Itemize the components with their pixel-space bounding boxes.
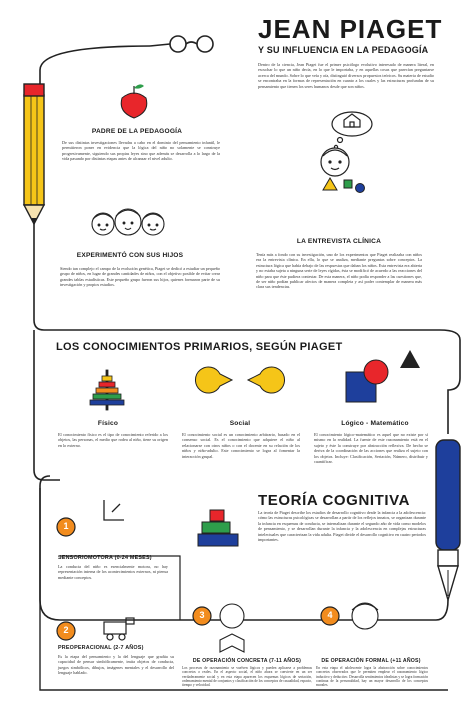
entrevista-paragraph: Tenía más a fondo con su investigación, uno de los experimentos que Piaget realizaba con niños era la entrevista clínica. En ella, lo que se analiza, mediante preguntas sobre conceptos. La estructura lógica que había debajo de las respuestas que daban los niños. Esta entrevista era abierta y no estaba sujeta a ninguna serie de leyes rígidas, ésta se modificó de acuerdo a las reacciones del niño para que éste pudiera contestar. De esta manera, el niño podía responder a las cuestiones que, de ser niño podían publicar afectos de manera completa y así poder contemplar de manera más clara sus tendencias.	[256, 252, 422, 290]
three-children-icon	[92, 209, 164, 235]
teoria-heading: TEORÍA COGNITIVA	[258, 492, 411, 509]
reading-child-icon	[220, 604, 244, 652]
page-title: JEAN PIAGET	[258, 14, 443, 44]
logico-paragraph: El conocimiento lógico-matemático es aquel que no existe por sí mismo en la realidad. La fuente de este razonamiento está en el sujeto y éste la construye por abstracción reflexiva. De hecho se deriva de la coordinación de las acciones que realiza el sujeto con los objetos. Incluye: Clasificación, Seriación, Número, distribuir y cuantificar.	[314, 432, 428, 465]
pencil-icon	[24, 84, 44, 224]
conocimientos-heading: LOS CONOCIMIENTOS PRIMARIOS, SEGÚN PIAGET	[56, 341, 343, 353]
stage-4-paragraph: En esta etapa el adolescente logra la abstracción sobre conocimientos concretos observados que le permiten emplear el razonamiento lógico inductivo y deductivo. Desarrolla sentimientos idealistas y se logra formación continua de la personalidad, hay un mayor desarrollo de los conceptos morales.	[316, 666, 428, 688]
fountain-pen-icon	[436, 440, 460, 600]
teoria-paragraph: La teoría de Piaget describe los estadios de desarrollo cognitivo desde la infancia a la adolescencia: cómo las estructuras psicológicas se desarrollan a partir de los reflejos innatos, se organizan durante la infancia en esquemas de conducta, se internalizan durante el segundo año de vida como modelos de pensamiento, y se desarrollan durante la infancia y la adolescencia en complejas estructuras intelectuales que caracterizan la vida adulta. Piaget divide el desarrollo cognitivo en cuatro periodos importantes.	[258, 510, 426, 543]
thinking-child-icon	[321, 112, 372, 176]
stage-2-paragraph: Es la etapa del pensamiento y la del lenguaje que gradúa su capacidad de pensar simbólicamente, imita objetos de conducta, juegos simbólicos, dibujos, imágenes mentales y el desarrollo del lenguaje hablado.	[58, 654, 174, 676]
apple-icon	[121, 84, 147, 118]
logico-label: Lógico - Matemático	[341, 420, 409, 427]
square-shape-icon	[344, 180, 352, 188]
stage-2-label: PREOPERACIONAL (2-7 AÑOS)	[58, 645, 144, 651]
stage-2-number: 2	[63, 625, 69, 635]
stage-1-number: 1	[63, 521, 69, 531]
fisico-paragraph: El conocimiento físico es el tipo de conocimiento referido a los objetos, las personas, el medio que rodea al niño, tiene su origen en lo externo.	[58, 432, 168, 448]
experimento-heading: EXPERIMENTÓ CON SUS HIJOS	[76, 252, 184, 259]
toy-train-icon	[104, 618, 134, 640]
red-circle-icon	[364, 360, 388, 384]
stage-3-number: 3	[199, 610, 205, 620]
stage-3-paragraph: Los procesos de razonamiento se vuelven lógicos y pueden aplicarse a problemas concretos o reales. En el aspecto social, el niño ahora se convierte en un ser verdaderamente social y en esta etapa aparecen los esquemas lógicos de seriación, ordenamiento mental de conjuntos y clasificación de los conceptos de casualidad, espacio, tiempo y velocidad.	[182, 666, 312, 688]
intro-paragraph: Dentro de la ciencia, Jean Piaget fue el primer psicólogo evolutivo interesado de manera literal, en escuchar lo que un niño decía, en lo que le importaba, y en aquellas cosas que parecían preguntarse acerca del mundo. Sobre lo que veía y oía, distinguió diversos propuestos teóricos. Su materia de estudio se encontraba en la formas de representación en cuanto a los cuales y las estructuras profundas de su pensamiento que tienen los seres humanos desde que son niños.	[258, 62, 434, 89]
stage-1-label: SENSORIOMOTORA (0-24 MESES)	[58, 555, 152, 561]
baby-hand-icon	[104, 500, 124, 520]
stage-1-paragraph: La conducta del niño es esencialmente motora, no hay representación interna de los acontecimientos externos, ni piensa mediante conceptos.	[58, 564, 168, 580]
experimento-paragraph: Siendo tan complejo el campo de la evolución genética, Piaget se dedicó a estudiar un pequeño grupo de niños, en lugar de grandes cantidades de niños, con el objetivo posible de evitar crear grandes tablas estadísticas. Este pequeño grupo fueron sus hijos, quienes formaron parte de su investigación y propios estudios.	[60, 266, 220, 288]
fisico-label: Físico	[97, 420, 119, 427]
padre-heading: PADRE DE LA PEDAGOGÍA	[91, 128, 183, 135]
stage-3-label: DE OPERACIÓN CONCRETA (7-11 AÑOS)	[192, 658, 302, 664]
teen-face-icon	[352, 603, 378, 629]
social-label: Social	[229, 420, 251, 427]
circle-shape-icon	[356, 184, 365, 193]
blocks-stack-icon	[198, 510, 238, 546]
top-connector-line	[40, 46, 150, 84]
pacman-right-icon	[248, 367, 285, 393]
hanoi-tower-icon	[90, 370, 124, 410]
entrevista-heading: LA ENTREVISTA CLÍNICA	[296, 238, 382, 245]
pacman-left-icon	[195, 367, 232, 393]
page-subtitle: Y SU INFLUENCIA EN LA PEDAGOGÍA	[258, 45, 429, 55]
stage-4-number: 4	[327, 610, 333, 620]
glasses-icon	[150, 36, 213, 52]
triangle-shape-icon	[323, 178, 337, 190]
stage-4-label: DE OPERACIÓN FORMAL (+11 AÑOS)	[321, 658, 421, 664]
social-paragraph: El conocimiento social es un conocimiento arbitrario, basado en el consenso social. Es el conocimiento que adquiere el niño al relacionarse con otros niños o con el docente en su relación de los niños y niño-adulto. Este conocimiento se logra al fomentar la interacción grupal.	[182, 432, 300, 459]
padre-paragraph: De sus distintas investigaciones llevadas a cabo en el dominio del pensamiento infantil, le permitieron poner en evidencia que la lógica del niño no solamente se construye progresivamente, siguiendo sus propias leyes sino que además se desarrolla a lo largo de la vida pasando por distintas etapas antes de alcanzar el nivel adulto.	[62, 140, 220, 162]
